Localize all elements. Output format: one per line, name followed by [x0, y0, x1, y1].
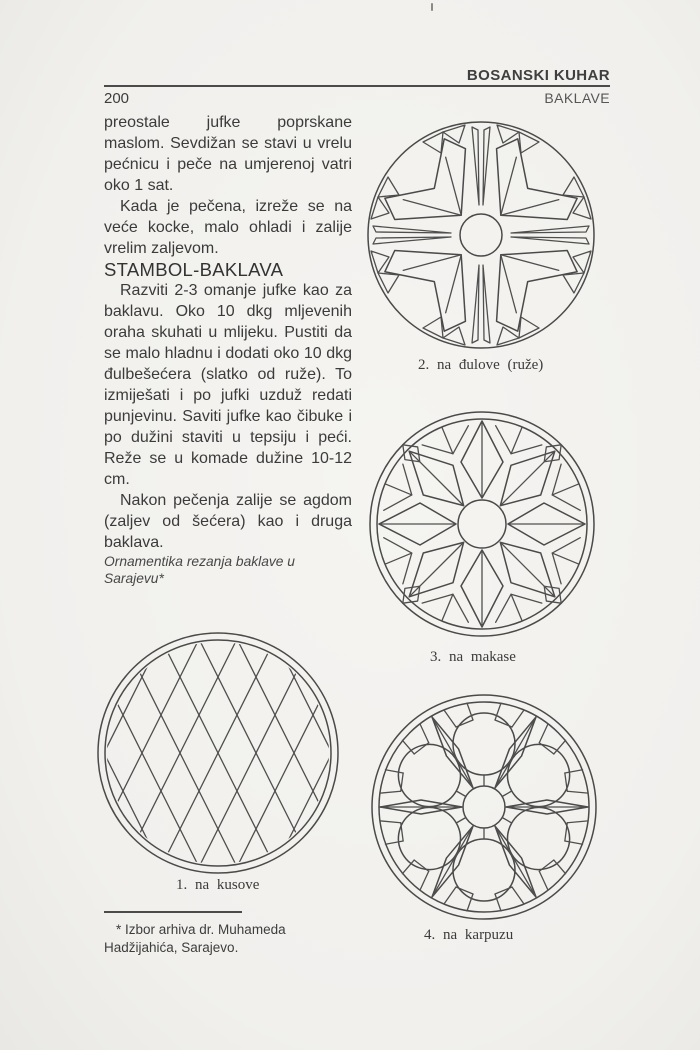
circle-rosette-drawing — [369, 692, 599, 922]
figure-series-note: Ornamentika rezanja baklave u Sarajevu* — [104, 554, 295, 586]
scan-artifact-mark — [431, 3, 433, 11]
paragraph: Kada je pečena, izreže se na veće kocke, malo ohladi i zalije vrelim zaljevom. — [104, 198, 352, 257]
diamond-lattice-drawing — [95, 630, 341, 876]
figure-caption-2: 2. na đulove (ruže) — [418, 357, 544, 373]
text-column — [104, 112, 352, 587]
figure-karpuzu-ornament — [369, 692, 599, 922]
paragraph: Nakon pečenja zalije se agdom (zaljev od šećera) kao i druga baklava. — [104, 492, 352, 551]
book-title: BOSANSKI KUHAR — [466, 67, 610, 84]
header-rule — [104, 85, 610, 87]
cross-star-ornament-drawing — [365, 119, 597, 351]
footnote-rule — [104, 911, 242, 913]
figure-caption-4: 4. na karpuzu — [424, 927, 514, 943]
figure-kusove-ornament — [95, 630, 341, 876]
chapter-name: BAKLAVE — [544, 90, 610, 106]
recipe-heading: STAMBOL-BAKLAVA — [104, 259, 284, 280]
figure-dulove-ornament — [365, 119, 597, 351]
paragraph: Razviti 2-3 omanje jufke kao za baklavu. Oko 10 dkg mljevenih oraha skuhati u mlijeku. Pustiti da se malo hladnu i dodati oko 10 dkg đulbešećera (slatko od ruže). To izmiješati i po jufki uzduž redati punjevinu. Saviti jufke kao čibuke i po dužini staviti u tepsiju i peći. Reže se u komade dužine 10-12 cm. — [104, 282, 352, 488]
figure-caption-1: 1. na kusove — [176, 877, 260, 893]
eight-point-star-drawing — [367, 409, 597, 639]
paragraph-continued: preostale jufke poprskane maslom. Sevdižan se stavi u vrelu pećnicu i peče na umjerenoj vatri oko 1 sat. — [104, 114, 352, 194]
footnote-text: * Izbor arhiva dr. Muhameda Hadžijahića, Sarajevo. — [104, 922, 286, 955]
figure-makase-ornament — [367, 409, 597, 639]
page-number: 200 — [104, 90, 130, 107]
figure-caption-3: 3. na makase — [430, 649, 516, 665]
